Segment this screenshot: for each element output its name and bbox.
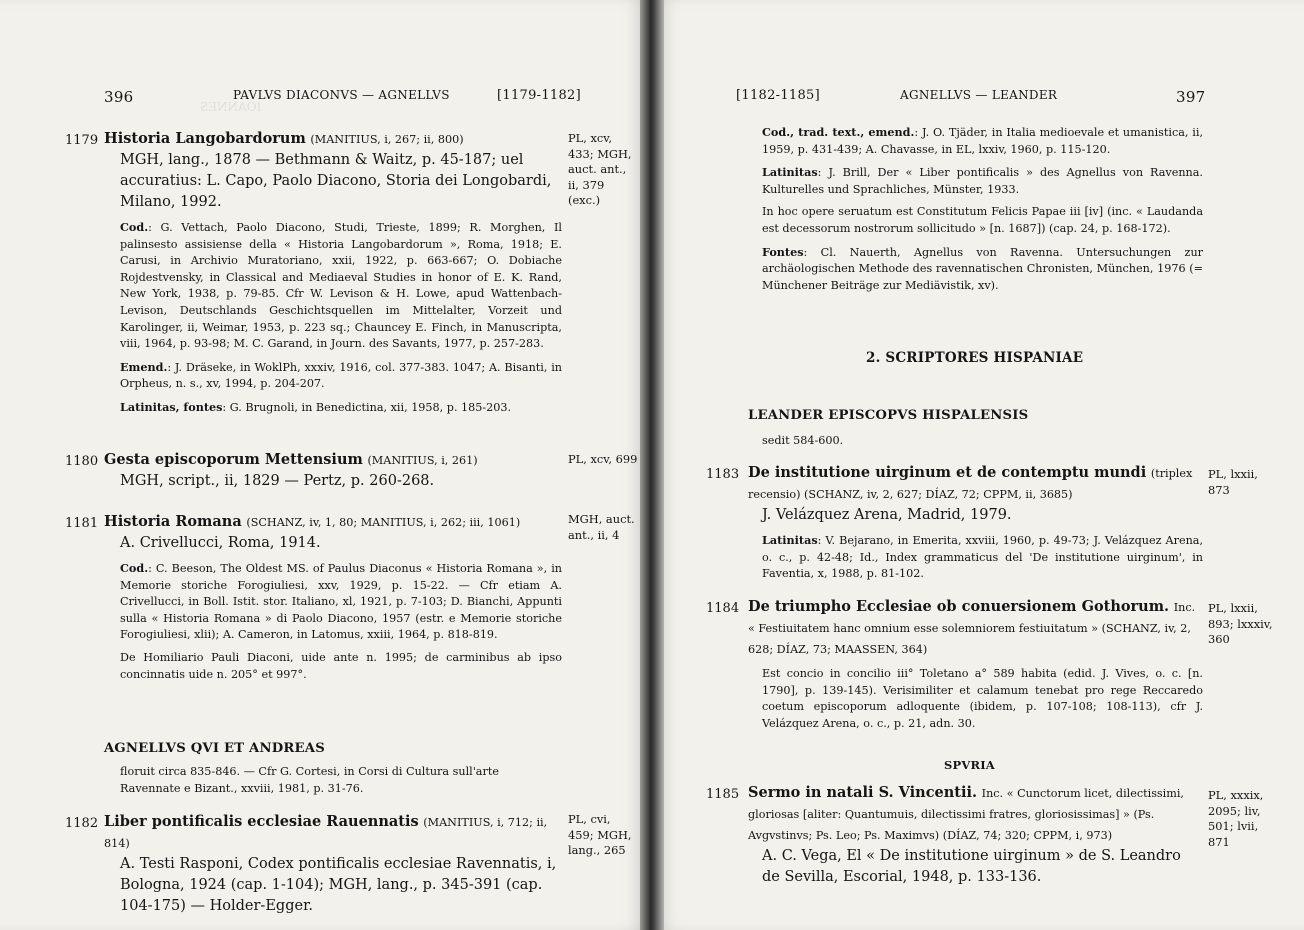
entry-number: 1180 <box>65 454 99 469</box>
side-reference: PL, xxxix, 2095; liv, 501; lvii, 871 <box>1208 788 1264 849</box>
fontes-label: Fontes <box>762 244 804 259</box>
latinitas-note <box>748 164 1203 198</box>
entry-1179 <box>104 128 562 417</box>
entry-title: Liber pontificalis ecclesiae Rauennatis <box>104 813 419 830</box>
entry-title: Sermo in natali S. Vincentii. <box>748 784 978 801</box>
entry-number: 1181 <box>65 516 99 531</box>
entry-1182-continued <box>748 124 1203 294</box>
entry-number: 1185 <box>706 787 740 802</box>
emend-text: : J. Dräseke, in WoklPh, xxxiv, 1916, col. 377-383. 1047; A. Bisanti, in Orpheus, n. s., xv, 1994, p. 204-207. <box>120 360 562 391</box>
latinitas-text: : J. Brill, Der « Liber pontificalis » des Agnellus von Ravenna. Kulturelles und Sprachliches, Münster, 1933. <box>762 166 1203 196</box>
left-page-number: 396 <box>104 88 134 106</box>
entry-title: Gesta episcoporum Mettensium <box>104 451 363 468</box>
show-through-text: IOANNES <box>200 100 262 114</box>
fontes-note <box>748 244 1203 295</box>
codices-note <box>104 219 562 353</box>
entry-1182 <box>104 811 562 917</box>
entry-title: De institutione uirginum et de contemptu mundi <box>748 464 1147 481</box>
codices-text: : G. Vettach, Paolo Diacono, Studi, Trieste, 1899; R. Morghen, Il palinsesto assisiense della « Historia Langobardorum », Roma, 1918; E. Carusi, in Archivio Muratoriano, xxii, 1922, p. 663-667; O. Dobiache Rojdestvensky, in Classical and Mediaeval Studies in honor of E. K. Rand, New York, 1938, p. 79-85. Cfr W. Levison & H. Lowe, apud Wattenbach-Levison, Deutschlands Geschichtsquellen im Mittelalter, Vorzeit und Karolinger, ii, Weimar, 1953, p. 223 sq.; Chauncey E. Finch, in Manuscripta, viii, 1964, p. 93-98; M. C. Garand, in Journ. des Savants, 1977, p. 257-283. <box>120 221 562 351</box>
entry-reference: (triplex recensio) (SCHANZ, iv, 2, 627; DÍAZ, 72; CPPM, ii, 3685) <box>748 467 1193 501</box>
emend-label: Emend. <box>120 359 168 374</box>
left-page <box>0 0 650 930</box>
entry-edition: A. Crivellucci, Roma, 1914. <box>120 535 321 551</box>
codices-note <box>748 124 1203 158</box>
codices-label: Cod., trad. text., emend. <box>762 125 915 139</box>
side-reference: PL, cvi, 459; MGH, lang., 265 <box>568 812 632 858</box>
spuria-heading: SPVRIA <box>944 758 995 772</box>
entry-1183 <box>748 462 1203 583</box>
book-gutter <box>640 0 664 930</box>
entry-note: Est concio in concilio iii° Toletano a° 589 habita (edid. J. Vives, o. c. [n. 1790], p. 139-145). Verisimiliter et calamum tenebat pro rege Reccaredo coetum episcoporum adloquente (ibidem, p. 107-108; 108-113), cfr J. Velázquez Arena, o. c., p. 21, adn. 30. <box>762 667 1203 730</box>
side-reference: PL, lxxii, 893; lxxxiv, 360 <box>1208 601 1273 647</box>
entry-title: Historia Romana <box>104 513 242 530</box>
latinitas-note <box>104 399 562 417</box>
right-running-head <box>1176 88 1206 106</box>
latinitas-text: : V. Bejarano, in Emerita, xxviii, 1960, p. 49-73; J. Velázquez Arena, o. c., p. 42-48; Id., Index grammaticus del 'De institutione uirginum', in Faventia, x, 1988, p. 81-102. <box>762 534 1203 581</box>
side-reference: MGH, auct. ant., ii, 4 <box>568 512 635 542</box>
latinitas-label: Latinitas <box>762 165 818 180</box>
entry-reference: (MANITIUS, i, 261) <box>367 454 478 467</box>
entry-reference: (SCHANZ, iv, 1, 80; MANITIUS, i, 262; iii, 1061) <box>246 516 521 529</box>
entry-reference: Inc. « Cunctorum licet, dilectissimi, gloriosas [aliter: Quantumuis, dilectissimi fratres, gloriosissimas] » (Ps. Avgvstinvs; Ps. Leo; Ps. Maximvs) (DÍAZ, 74; 320; CPPM, i, 973) <box>748 787 1184 842</box>
entry-title: Historia Langobardorum <box>104 130 306 147</box>
side-reference: PL, xcv, 433; MGH, auct. ant., ii, 379 (exc.) <box>568 131 632 208</box>
entry-1185 <box>748 782 1203 888</box>
entry-edition: MGH, script., ii, 1829 — Pertz, p. 260-268. <box>120 473 435 489</box>
entry-note: In hoc opere seruatum est Constitutum Felicis Papae iii [iv] (inc. « Laudanda est decessorum nostrorum sollicitudo » [n. 1687]) (cap. 24, p. 168-172). <box>762 205 1203 235</box>
right-page <box>652 0 1304 930</box>
left-running-head <box>104 88 134 106</box>
entry-reference: Inc. « Festiuitatem hanc omnium esse solemniorem festiuitatum » (SCHANZ, iv, 2, 628; DÍAZ, 73; MAASSEN, 364) <box>748 601 1196 656</box>
codices-label: Cod. <box>120 220 149 234</box>
entry-note: De Homiliario Pauli Diaconi, uide ante n. 1995; de carminibus ab ipso concinnatis uide n. 205° et 997°. <box>120 650 562 681</box>
right-running-title: AGNELLVS — LEANDER <box>900 88 1058 102</box>
author-floruit: floruit circa 835-846. — Cfr G. Cortesi, in Corsi di Cultura sull'arte Ravennate e Bizant., xxviii, 1981, p. 31-76. <box>120 765 499 795</box>
entry-reference: (MANITIUS, i, 712; ii, 814) <box>104 816 548 850</box>
entry-number: 1184 <box>706 601 740 616</box>
entry-edition: MGH, lang., 1878 — Bethmann & Waitz, p. 45-187; uel accuratius: L. Capo, Paolo Diacono, Storia dei Longobardi, Milano, 1992. <box>120 152 552 210</box>
fontes-text: : Cl. Nauerth, Agnellus von Ravenna. Untersuchungen zur archäologischen Methode des ravennatischen Chronisten, München, 1976 (= Münchener Beiträge zur Mediävistik, xv). <box>762 245 1203 292</box>
right-page-range: [1182-1185] <box>736 88 821 103</box>
author-heading: LEANDER EPISCOPVS HISPALENSIS <box>748 408 1029 423</box>
author-floruit: sedit 584-600. <box>762 434 844 447</box>
entry-edition: J. Velázquez Arena, Madrid, 1979. <box>762 507 1012 523</box>
right-page-number: 397 <box>1176 88 1206 106</box>
entry-1181 <box>104 511 562 683</box>
entry-reference: (MANITIUS, i, 267; ii, 800) <box>310 133 464 146</box>
author-heading: AGNELLVS QVI ET ANDREAS <box>104 741 325 756</box>
left-page-range: [1179-1182] <box>497 88 582 103</box>
entry-1180 <box>104 449 562 492</box>
emend-note <box>104 359 562 393</box>
entry-number: 1179 <box>65 133 99 148</box>
codices-label: Cod. <box>120 561 149 575</box>
entry-number: 1182 <box>65 816 99 831</box>
side-reference: PL, lxxii, 873 <box>1208 467 1258 497</box>
section-title: 2. SCRIPTORES HISPANIAE <box>866 350 1084 366</box>
codices-text: : J. O. Tjäder, in Italia medioevale et umanistica, ii, 1959, p. 431-439; A. Chavasse, in EL, lxxiv, 1960, p. 115-120. <box>762 126 1204 156</box>
latinitas-label: Latinitas, fontes <box>120 399 223 414</box>
entry-1184 <box>748 596 1203 732</box>
codices-text: : C. Beeson, The Oldest MS. of Paulus Diaconus « Historia Romana », in Memorie storiche Forogiuliesi, xxv, 1929, p. 15-22. — Cfr etiam A. Crivellucci, in Boll. Istit. stor. Italiano, xl, 1921, p. 7-103; D. Bianchi, Appunti sulla « Historia Romana » di Paolo Diacono, 1957 (estr. e Memorie storiche Forogiuliesi, xlii); A. Cameron, in Latomus, xxiii, 1964, p. 818-819. <box>120 562 562 642</box>
latinitas-label: Latinitas <box>762 533 818 547</box>
entry-edition: A. C. Vega, El « De institutione uirginum » de S. Leandro de Sevilla, Escorial, 1948, p. 133-136. <box>762 848 1181 885</box>
entry-title: De triumpho Ecclesiae ob conuersionem Gothorum. <box>748 598 1170 615</box>
codices-note <box>104 560 562 644</box>
side-reference: PL, xcv, 699 <box>568 452 638 466</box>
entry-number: 1183 <box>706 467 740 482</box>
left-running-title: PAVLVS DIACONVS — AGNELLVS <box>233 88 450 102</box>
entry-edition: A. Testi Rasponi, Codex pontificalis ecclesiae Ravennatis, i, Bologna, 1924 (cap. 1-104); MGH, lang., p. 345-391 (cap. 104-175) — Holder-Egger. <box>120 856 557 914</box>
latinitas-text: : G. Brugnoli, in Benedictina, xii, 1958, p. 185-203. <box>222 400 512 414</box>
latinitas-note <box>748 532 1203 583</box>
